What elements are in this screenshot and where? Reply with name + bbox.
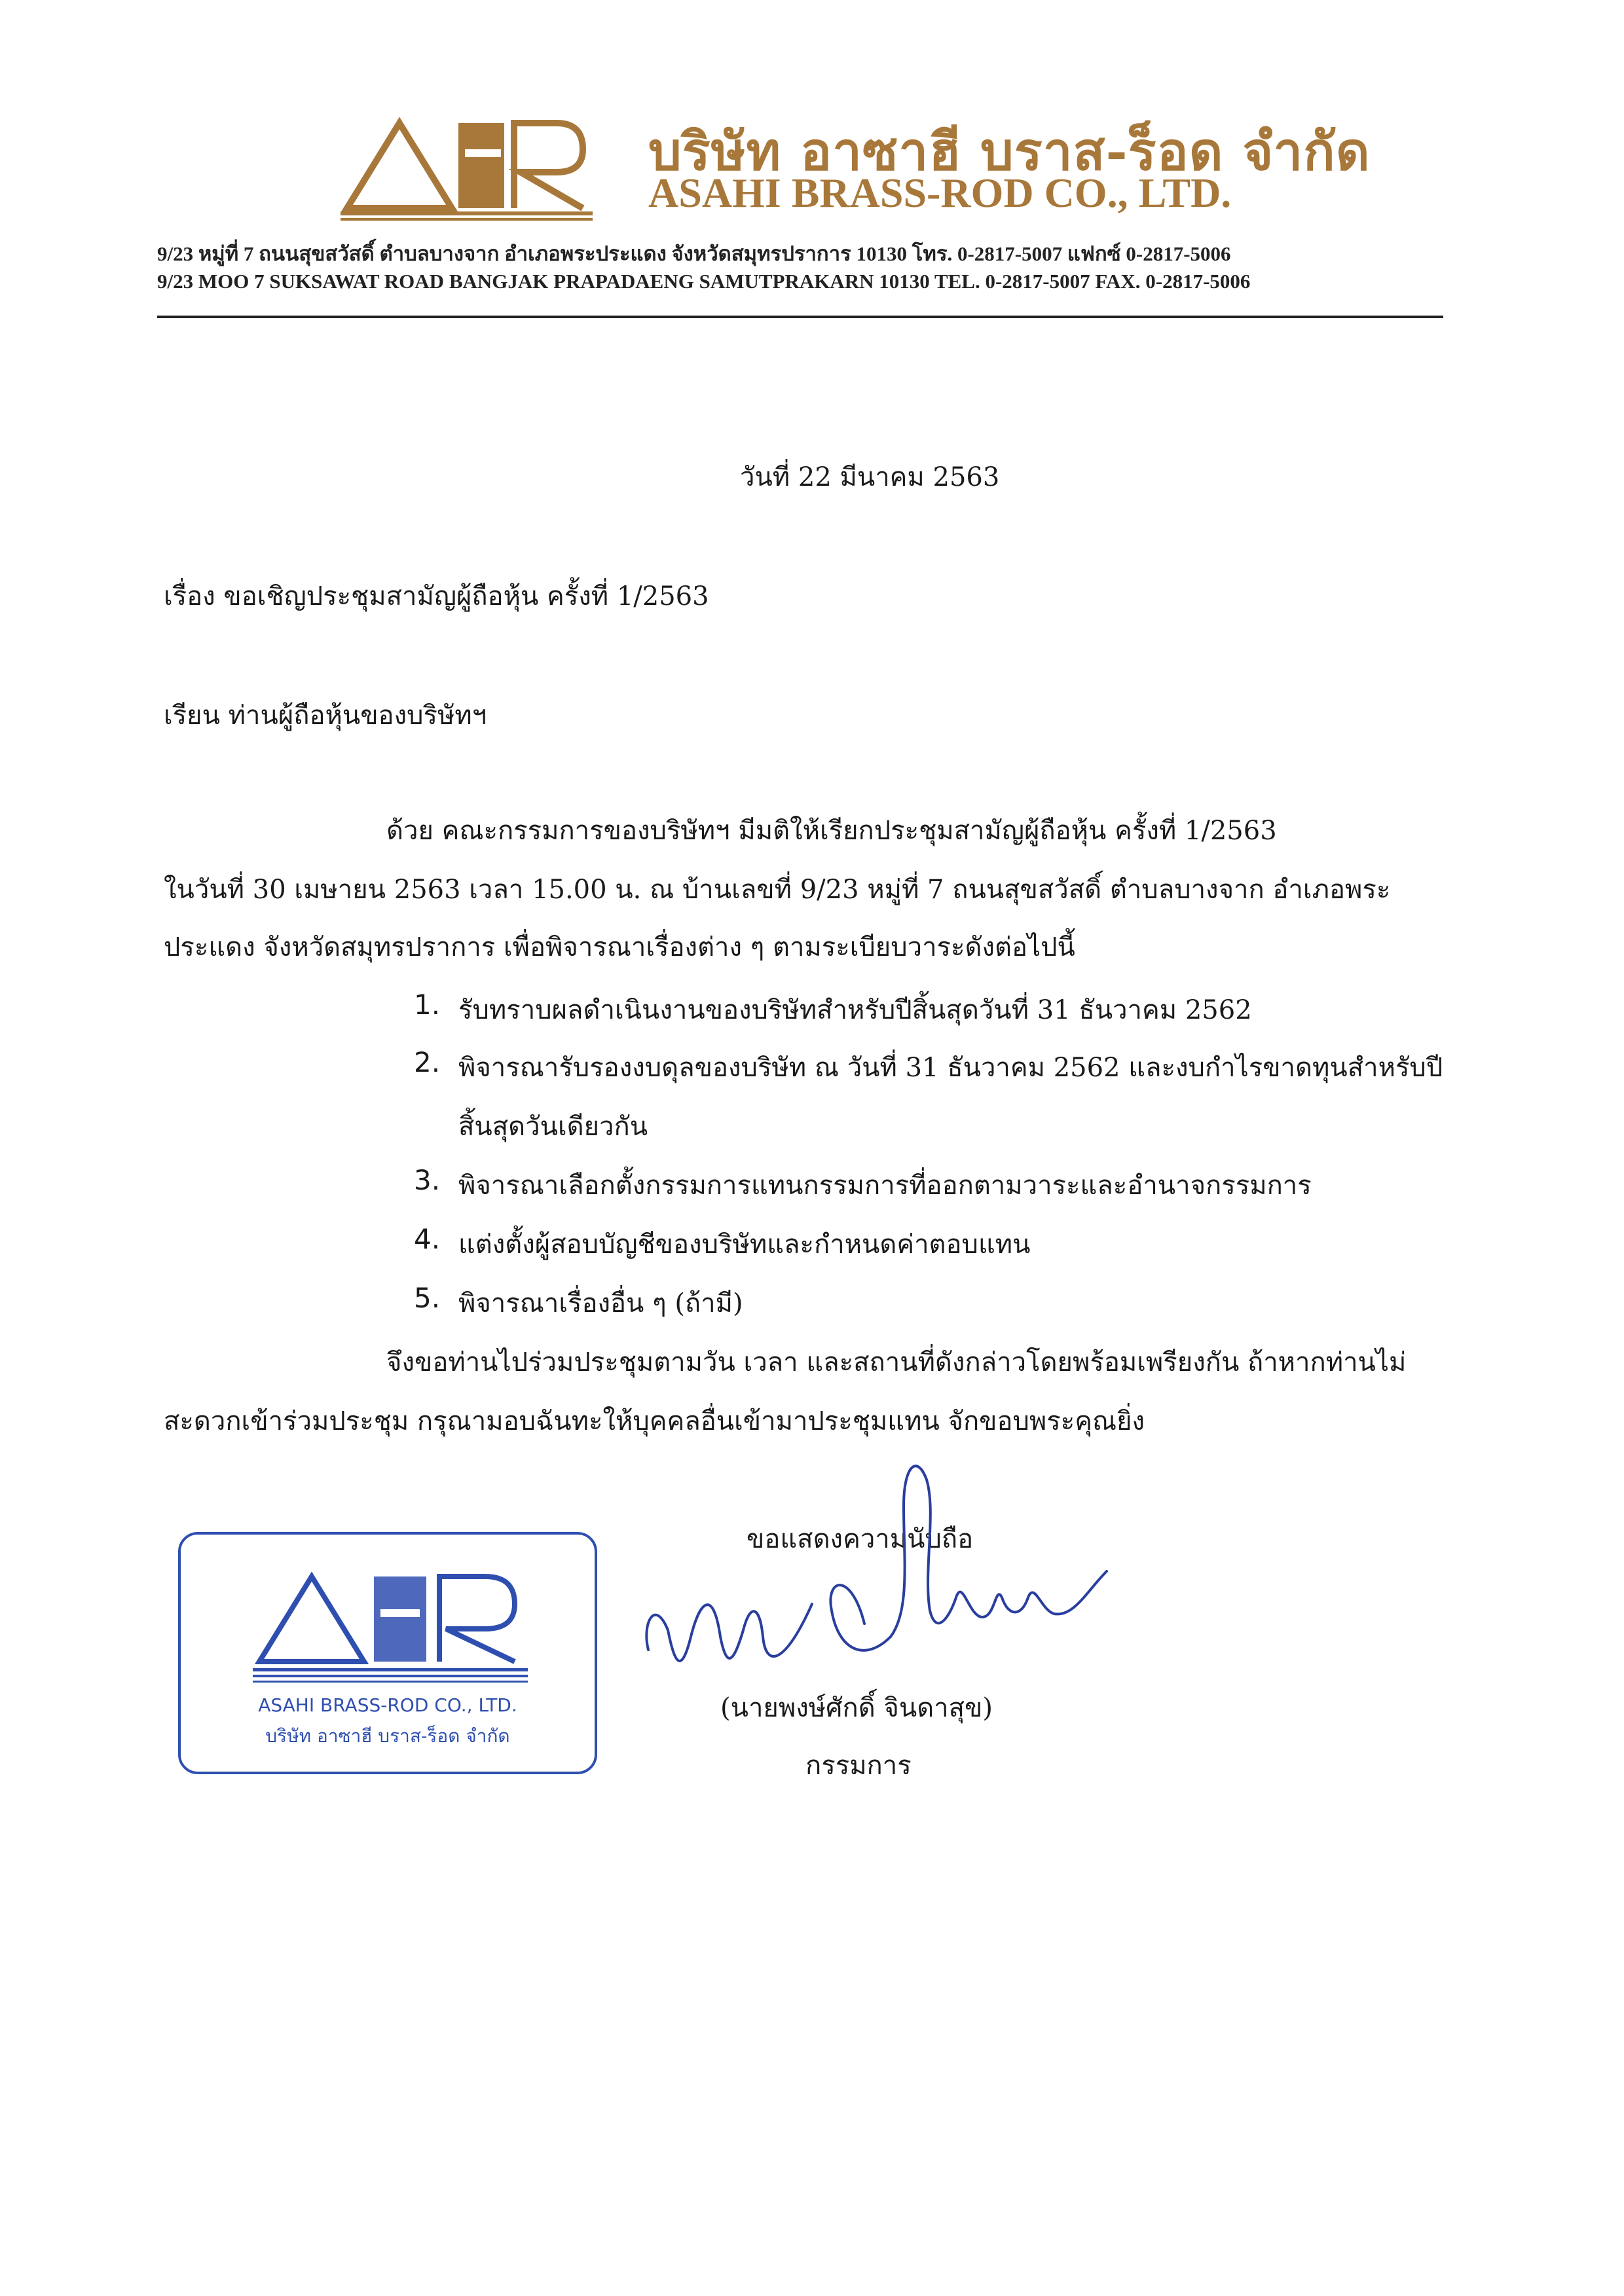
agenda-item: แต่งตั้งผู้สอบบัญชีของบริษัทและกำหนดค่าตอบแทน [458,1230,1031,1260]
agenda-number: 4. [414,1223,441,1255]
agenda-number: 2. [414,1046,441,1078]
company-name-english: ASAHI BRASS-ROD CO., LTD. [648,170,1232,216]
address-english: 9/23 MOO 7 SUKSAWAT ROAD BANGJAK PRAPADAENG SAMUTPRAKARN 10130 TEL. 0-2817-5007 FAX. 0-2817-5006 [157,270,1251,293]
body-paragraph-line: ประแดง จังหวัดสมุทรปราการ เพื่อพิจารณาเรื่องต่าง ๆ ตามระเบียบวาระดังต่อไปนี้ [164,932,1075,962]
agenda-item: รับทราบผลดำเนินงานของบริษัทสำหรับปีสิ้นสุดวันที่ 31 ธันวาคม 2562 [458,995,1252,1025]
body-paragraph-line: ด้วย คณะกรรมการของบริษัทฯ มีมติให้เรียกประชุมสามัญผู้ถือหุ้น ครั้งที่ 1/2563 [386,816,1277,846]
agenda-item: พิจารณารับรองงบดุลของบริษัท ณ วันที่ 31 ธันวาคม 2562 และงบกำไรขาดทุนสำหรับปี [458,1053,1443,1083]
company-stamp [178,1532,597,1774]
letter-salutation: เรียน ท่านผู้ถือหุ้นของบริษัทฯ [164,701,487,731]
body-paragraph-line: ในวันที่ 30 เมษายน 2563 เวลา 15.00 น. ณ บ้านเลขที่ 9/23 หมู่ที่ 7 ถนนสุขสวัสดิ์ ตำบลบางจาก อำเภอพระ [164,875,1391,905]
agenda-number: 3. [414,1164,441,1196]
agenda-item: พิจารณาเลือกตั้งกรรมการแทนกรรมการที่ออกตามวาระและอำนาจกรรมการ [458,1171,1312,1201]
letter-subject: เรื่อง ขอเชิญประชุมสามัญผู้ถือหุ้น ครั้งที่ 1/2563 [164,581,709,611]
closing-paragraph-line: สะดวกเข้าร่วมประชุม กรุณามอบฉันทะให้บุคคลอื่นเข้ามาประชุมแทน จักขอบพระคุณยิ่ง [164,1406,1145,1436]
closing-paragraph-line: จึงขอท่านไปร่วมประชุมตามวัน เวลา และสถานที่ดังกล่าวโดยพร้อมเพรียงกัน ถ้าหากท่านไม่ [386,1347,1407,1377]
company-name-thai: บริษัท อาซาฮี บราส-ร็อด จำกัด [648,120,1371,182]
agenda-number: 1. [414,989,441,1021]
stamp-company-english: ASAHI BRASS-ROD CO., LTD. [258,1694,517,1716]
letter-date: วันที่ 22 มีนาคม 2563 [740,462,1000,492]
signer-position: กรรมการ [805,1751,912,1781]
agenda-item: พิจารณาเรื่องอื่น ๆ (ถ้ามี) [458,1288,743,1319]
stamp-company-thai: บริษัท อาซาฮี บราส-ร็อด จำกัด [265,1725,510,1747]
handwritten-signature [629,1440,1401,1715]
agenda-item-continued: สิ้นสุดวันเดียวกัน [458,1112,648,1142]
closing-regards: ขอแสดงความนับถือ [747,1524,974,1554]
company-logo [341,110,596,221]
header-divider [157,316,1443,318]
signer-name: (นายพงษ์ศักดิ์ จินดาสุข) [720,1693,993,1723]
address-thai: 9/23 หมู่ที่ 7 ถนนสุขสวัสดิ์ ตำบลบางจาก อำเภอพระประแดง จังหวัดสมุทรปราการ 10130 โทร. 0-2817-5007 แฟกซ์ 0-2817-5006 [157,242,1231,265]
agenda-number: 5. [414,1282,441,1314]
stamp-logo [246,1557,534,1688]
